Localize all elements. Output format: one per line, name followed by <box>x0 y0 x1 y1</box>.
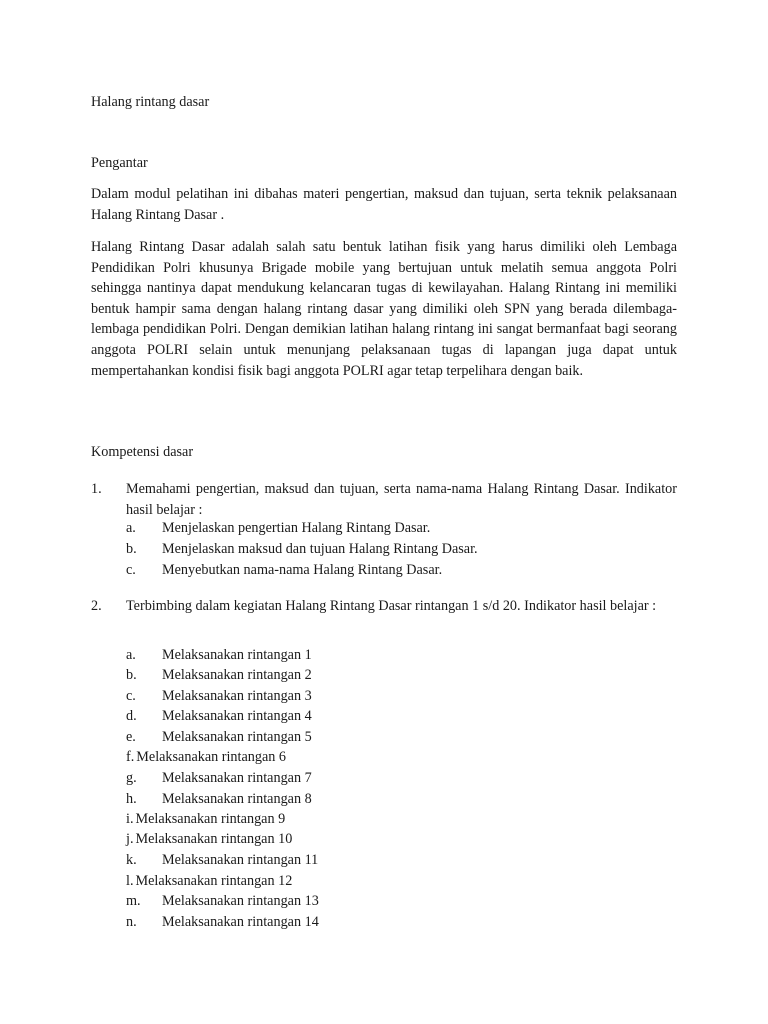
sub-list-text: Melaksanakan rintangan 5 <box>162 729 312 745</box>
sub-list-marker: c. <box>126 688 136 704</box>
sub-list-text: Melaksanakan rintangan 3 <box>162 688 312 704</box>
sub-list-item <box>126 645 312 666</box>
paragraph-intro: Dalam modul pelatihan ini dibahas materi pengertian, maksud dan tujuan, serta teknik pelaksanaan Halang Rintang Dasar . <box>91 186 677 223</box>
sub-list-text: Melaksanakan rintangan 8 <box>162 791 312 807</box>
sub-list-marker: h. <box>126 791 137 807</box>
section-heading-kompetensi: Kompetensi dasar <box>91 444 194 460</box>
sub-list-item <box>126 912 319 933</box>
list-item-text: Terbimbing dalam kegiatan Halang Rintang Dasar rintangan 1 s/d 20. Indikator hasil belajar : <box>126 598 657 614</box>
list-number: 1. <box>91 481 102 497</box>
sub-list-marker: k. <box>126 852 137 868</box>
sub-list-item <box>126 809 285 830</box>
sub-list-item <box>126 789 312 810</box>
sub-list-text: Melaksanakan rintangan 7 <box>162 770 312 786</box>
sub-list-marker: i. <box>126 811 134 827</box>
sub-list-text: Melaksanakan rintangan 13 <box>162 893 319 909</box>
sub-list-text: Melaksanakan rintangan 4 <box>162 708 312 724</box>
sub-list-marker: j. <box>126 831 134 847</box>
sub-list-text: Menyebutkan nama-nama Halang Rintang Dasar. <box>162 562 443 578</box>
sub-list-item <box>126 850 318 871</box>
sub-list-marker: m. <box>126 893 141 909</box>
sub-list-marker: b. <box>126 541 137 557</box>
list-item-text: Memahami pengertian, maksud dan tujuan, serta nama-nama Halang Rintang Dasar. Indikator hasil belajar : <box>126 481 677 518</box>
sub-list-text: Melaksanakan rintangan 12 <box>135 873 293 889</box>
sub-list-text: Melaksanakan rintangan 2 <box>162 667 312 683</box>
sub-list-item <box>126 727 312 748</box>
sub-list-item <box>126 518 430 539</box>
sub-list-text: Melaksanakan rintangan 11 <box>162 852 319 868</box>
sub-list-item <box>126 686 312 707</box>
sub-list-text: Melaksanakan rintangan 1 <box>162 647 312 663</box>
sub-list-item <box>126 768 312 789</box>
sub-list-item <box>126 706 312 727</box>
sub-list-marker: a. <box>126 520 136 536</box>
list-number: 2. <box>91 598 102 614</box>
sub-list-marker: g. <box>126 770 137 786</box>
sub-list-marker: f. <box>126 749 135 765</box>
sub-list-marker: l. <box>126 873 134 889</box>
document-title: Halang rintang dasar <box>91 94 210 110</box>
sub-list-marker: c. <box>126 562 136 578</box>
sub-list-text: Melaksanakan rintangan 10 <box>135 831 293 847</box>
paragraph-description: Halang Rintang Dasar adalah salah satu bentuk latihan fisik yang harus dimiliki oleh Lembaga Pendidikan Polri khusunya Brigade mobile yang bertujuan untuk melatih semua anggota Polri sehingga nantinya dapat mendukung kelancaran tugas di kewilayahan. Halang Rintang ini memiliki bentuk hampir sama dengan halang rintang dasar yang dimiliki oleh SPN yang berada dilembaga-lembaga pendidikan Polri. Dengan demikian latihan halang rintang ini sangat bermanfaat bagi seorang anggota POLRI selain untuk menunjang pelaksanaan tugas di lapangan juga dapat untuk mempertahankan kondisi fisik bagi anggota POLRI agar tetap terpelihara dengan baik. <box>91 239 677 379</box>
sub-list-item <box>126 829 292 850</box>
sub-list-text: Menjelaskan pengertian Halang Rintang Dasar. <box>162 520 431 536</box>
sub-list-marker: d. <box>126 708 137 724</box>
sub-list-text: Melaksanakan rintangan 6 <box>136 749 286 765</box>
sub-list-item <box>126 539 478 560</box>
sub-list-item <box>126 747 286 768</box>
sub-list-text: Menjelaskan maksud dan tujuan Halang Rintang Dasar. <box>162 541 478 557</box>
sub-list-text: Melaksanakan rintangan 14 <box>162 914 319 930</box>
sub-list-item <box>126 891 319 912</box>
sub-list-item <box>126 665 312 686</box>
sub-list-marker: b. <box>126 667 137 683</box>
sub-list-item <box>126 560 442 581</box>
sub-list-item <box>126 871 292 892</box>
sub-list-text: Melaksanakan rintangan 9 <box>135 811 286 827</box>
sub-list-marker: a. <box>126 647 136 663</box>
sub-list-marker: e. <box>126 729 136 745</box>
sub-list-marker: n. <box>126 914 137 930</box>
section-heading-pengantar: Pengantar <box>91 155 148 171</box>
